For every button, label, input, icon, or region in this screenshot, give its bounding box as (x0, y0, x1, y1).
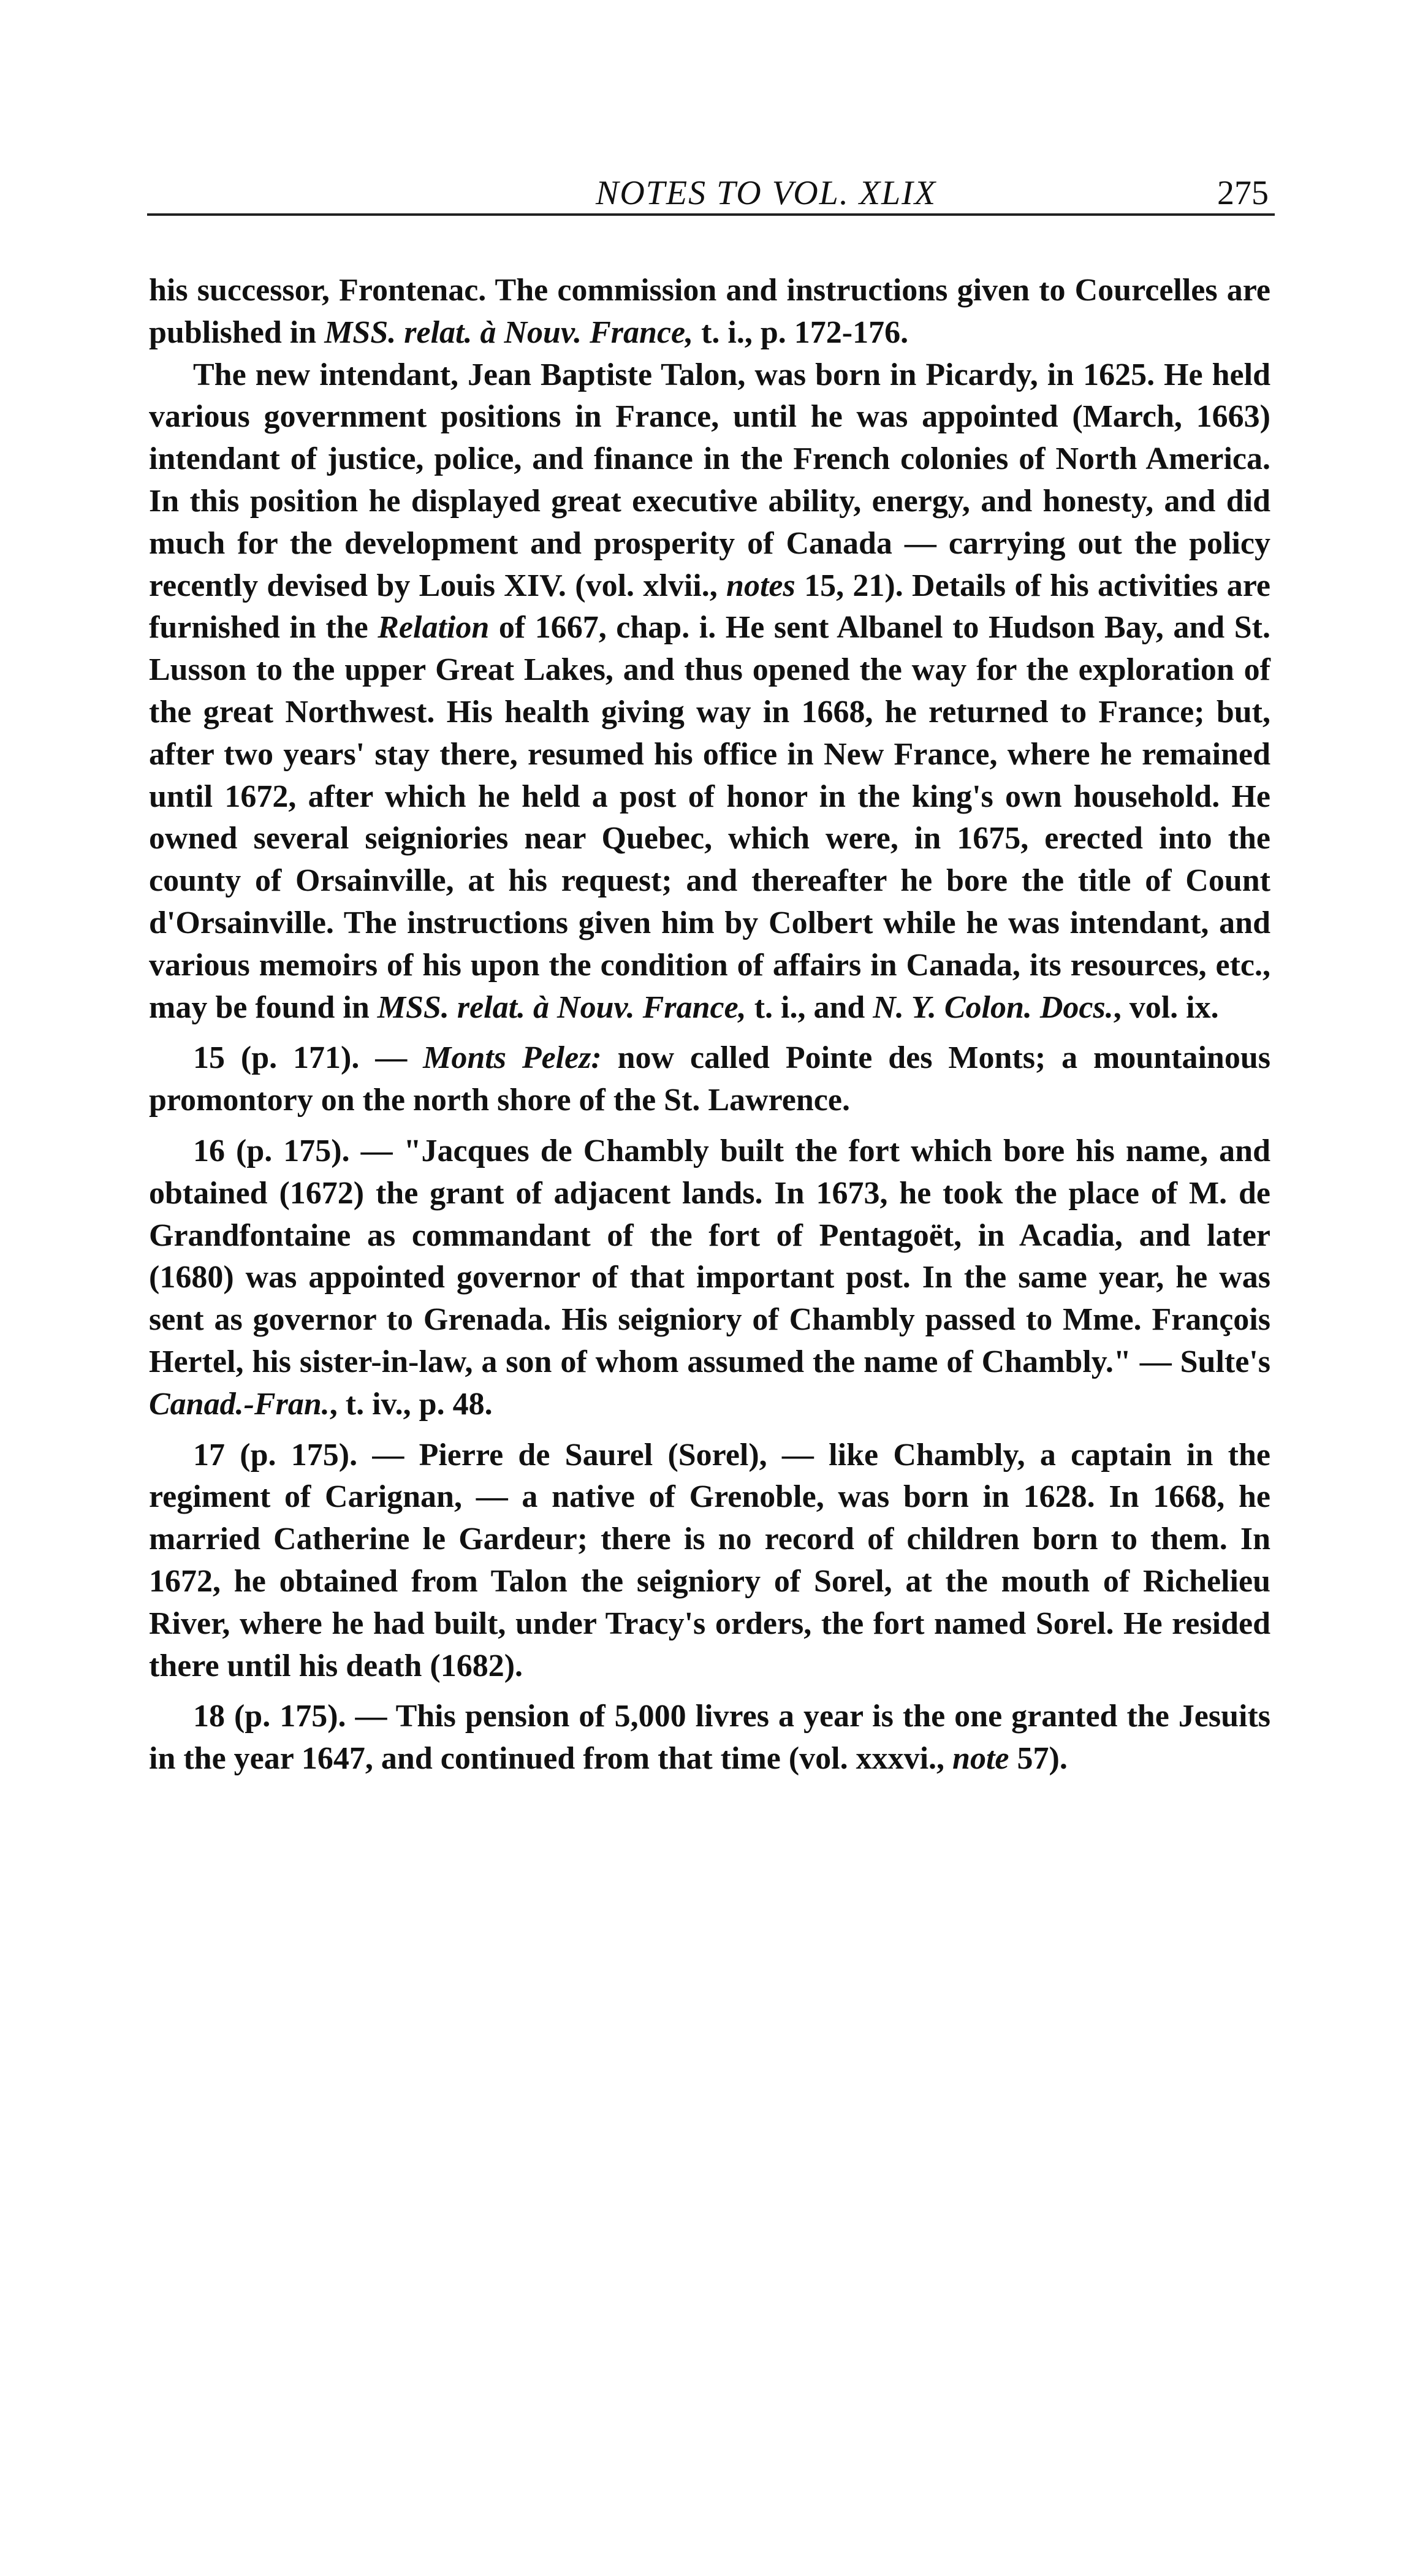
note-16 (149, 1130, 1270, 1426)
text-run: The new intendant, Jean Baptiste Talon, was born in Picardy, in 1625. He held various government positions in France, until he was appointed (March, 1663) intendant of justice, police, and finance in the French colonies of North America. In this position he displayed great executive ability, energy, and honesty, and did much for the development and prosperity of Canada — carrying out the policy recently devised by Louis XIV. (vol. xlvii., (149, 357, 1270, 603)
text-run: now called Pointe des Monts; a mountainous promontory on the north shore of the St. Lawrence. (149, 1040, 1271, 1118)
text-run: 16 (p. 175). — "Jacques de Chambly built the fort which bore his name, and obtained (1672) the grant of adjacent lands. In 1673, he took the place of M. de Grandfontaine as commandant of the fort of Pentagoët, in Acadia, and later (1680) was appointed governor of that important post. In the same year, he was sent as governor to Grenada. His seigniory of Chambly passed to Mme. François Hertel, his sister-in-law, a son of whom assumed the name of Chambly." — Sulte's (149, 1133, 1270, 1379)
italic-text: N. Y. Colon. Docs. (873, 989, 1114, 1025)
text-run: t. i., and (746, 989, 873, 1025)
text-run: , vol. ix. (1113, 989, 1219, 1025)
paragraph-talon (149, 354, 1270, 1029)
italic-text: Canad.-Fran. (149, 1386, 330, 1422)
italic-text: MSS. relat. à Nouv. France, (324, 314, 694, 350)
notes-body (149, 270, 1270, 1780)
text-run: his successor, Frontenac. The commission and instructions given to Courcelles are published in (149, 273, 1270, 350)
text-run: 15 (p. 171). — (193, 1040, 423, 1076)
note-18 (149, 1696, 1270, 1780)
italic-text: note (952, 1741, 1009, 1777)
text-run: of 1667, chap. i. He sent Albanel to Hudson Bay, and St. Lusson to the upper Great Lakes, and thus opened the way for the exploration of the great Northwest. His health giving way in 1668, he returned to France; but, after two years' stay there, resumed his office in New France, where he remained until 1672, after which he held a post of honor in the king's own household. He owned several seigniories near Quebec, which were, in 1675, erected into the county of Orsainville, at his request; and thereafter he bore the title of Count d'Orsainville. The instructions given him by Colbert while he was intendant, and various memoirs of his upon the condition of affairs in Canada, its resources, etc., may be found in (149, 610, 1270, 1025)
italic-text: notes (726, 568, 795, 603)
page-header (147, 173, 1275, 216)
text-run: 17 (p. 175). — Pierre de Saurel (Sorel), — like Chambly, a captain in the regiment of Carignan, — a native of Grenoble, was born in 1628. In 1668, he married Catherine le Gardeur; there is no record of children born to them. In 1672, he obtained from Talon the seigniory of Sorel, at the mouth of Richelieu River, where he had built, under Tracy's orders, the fort named Sorel. He resided there until his death (1682). (149, 1437, 1270, 1683)
paragraph-continuation (149, 270, 1270, 354)
italic-text: Relation (378, 610, 490, 646)
text-run: 15, 21). Details of his activities are furnished in the (149, 568, 1270, 646)
text-run: 57). (1009, 1741, 1068, 1777)
text-run: 18 (p. 175). — This pension of 5,000 livres a year is the one granted the Jesuits in the year 1647, and continued from that time (vol. xxxvi., (149, 1699, 1270, 1777)
italic-text: MSS. relat. à Nouv. France, (377, 989, 746, 1025)
italic-text: Monts Pelez: (423, 1040, 602, 1076)
text-run: , t. iv., p. 48. (329, 1386, 493, 1422)
running-head: NOTES TO VOL. XLIX (595, 174, 937, 212)
note-15 (149, 1037, 1270, 1122)
note-17 (149, 1435, 1270, 1688)
page-number: 275 (1217, 174, 1269, 212)
text-run: t. i., p. 172-176. (693, 314, 909, 350)
